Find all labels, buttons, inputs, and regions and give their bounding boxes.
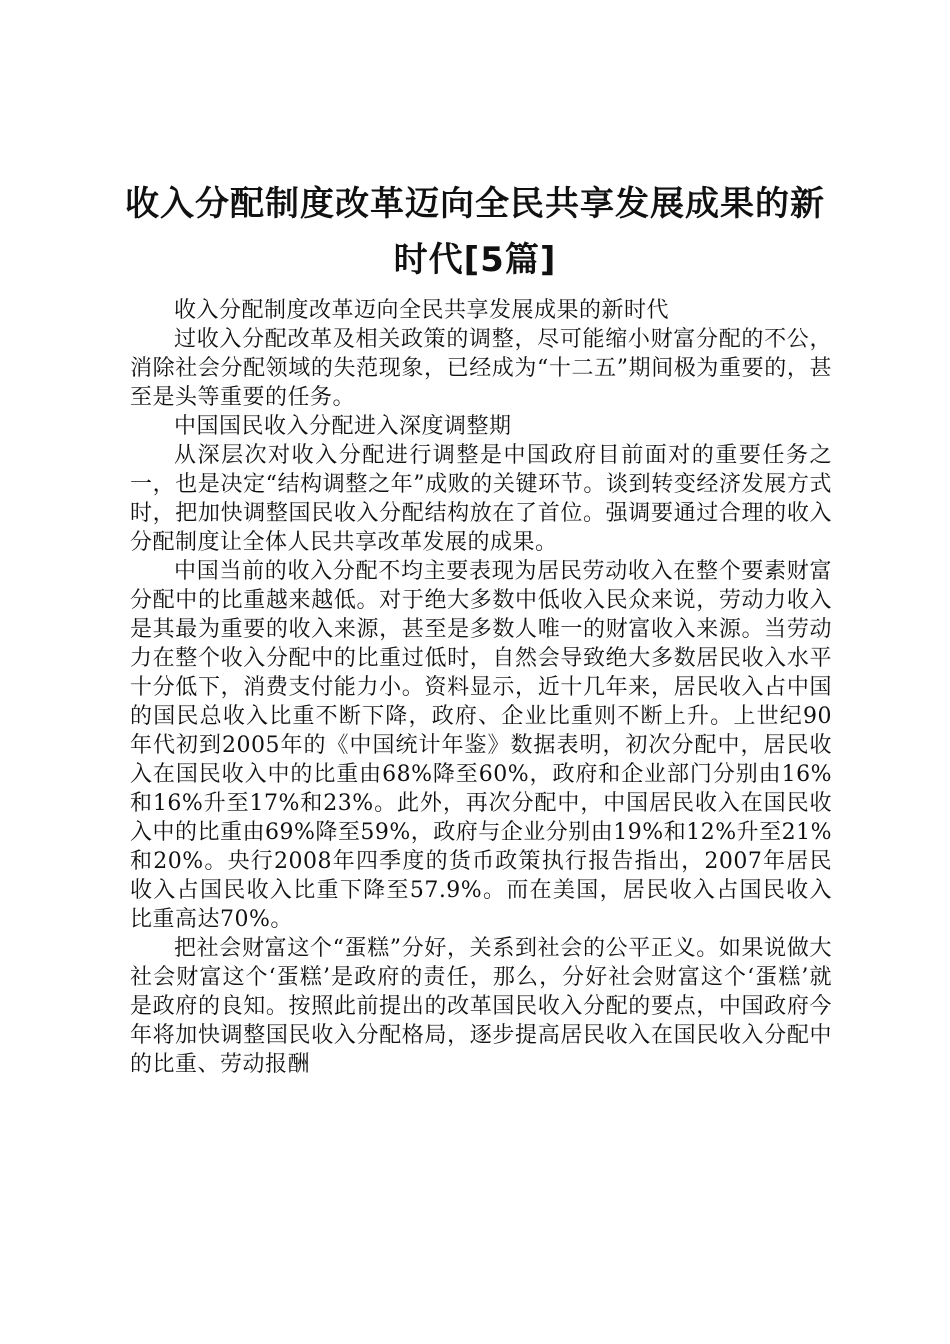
document-body xyxy=(130,296,832,1079)
paragraph: 过收入分配改革及相关政策的调整，尽可能缩小财富分配的不公，消除社会分配领域的失范现象，已经成为“十二五”期间极为重要的，甚至是头等重要的任务。 xyxy=(130,327,832,410)
document-title: 收入分配制度改革迈向全民共享发展成果的新时代[5篇] xyxy=(125,184,825,280)
paragraph-subtitle: 收入分配制度改革迈向全民共享发展成果的新时代 xyxy=(174,298,670,323)
paragraph: 中国当前的收入分配不均主要表现为居民劳动收入在整个要素财富分配中的比重越来越低。对于绝大多数中低收入民众来说，劳动力收入是其最为重要的收入来源，甚至是多数人唯一的财富收入来源。当劳动力在整个收入分配中的比重过低时，自然会导致绝大多数居民收入水平十分低下，消费支付能力小。资料显示，近十几年来，居民收入占中国的国民总收入比重不断下降，政府、企业比重则不断上升。上世纪90年代初到2005年的《中国统计年鉴》数据表明，初次分配中，居民收入在国民收入中的比重由68%降至60%，政府和企业部门分别由16%和16%升至17%和23%。此外，再次分配中，中国居民收入在国民收入中的比重由69%降至59%，政府与企业分别由19%和12%升至21%和20%。央行2008年四季度的货币政策执行报告指出，2007年居民收入占国民收入比重下降至57.9%。而在美国，居民收入占国民收入比重高达70%。 xyxy=(130,559,832,932)
paragraph: 从深层次对收入分配进行调整是中国政府目前面对的重要任务之一，也是决定“结构调整之年”成败的关键环节。谈到转变经济发展方式时，把加快调整国民收入分配结构放在了首位。强调要通过合理的收入分配制度让全体人民共享改革发展的成果。 xyxy=(130,443,832,555)
paragraph: 把社会财富这个“蛋糕”分好，关系到社会的公平正义。如果说做大社会财富这个‘蛋糕’是政府的责任，那么，分好社会财富这个‘蛋糕’就是政府的良知。按照此前提出的改革国民收入分配的要点，中国政府今年将加快调整国民收入分配格局，逐步提高居民收入在国民收入分配中的比重、劳动报酬 xyxy=(130,936,832,1077)
paragraph-section-heading: 中国国民收入分配进入深度调整期 xyxy=(174,414,512,439)
